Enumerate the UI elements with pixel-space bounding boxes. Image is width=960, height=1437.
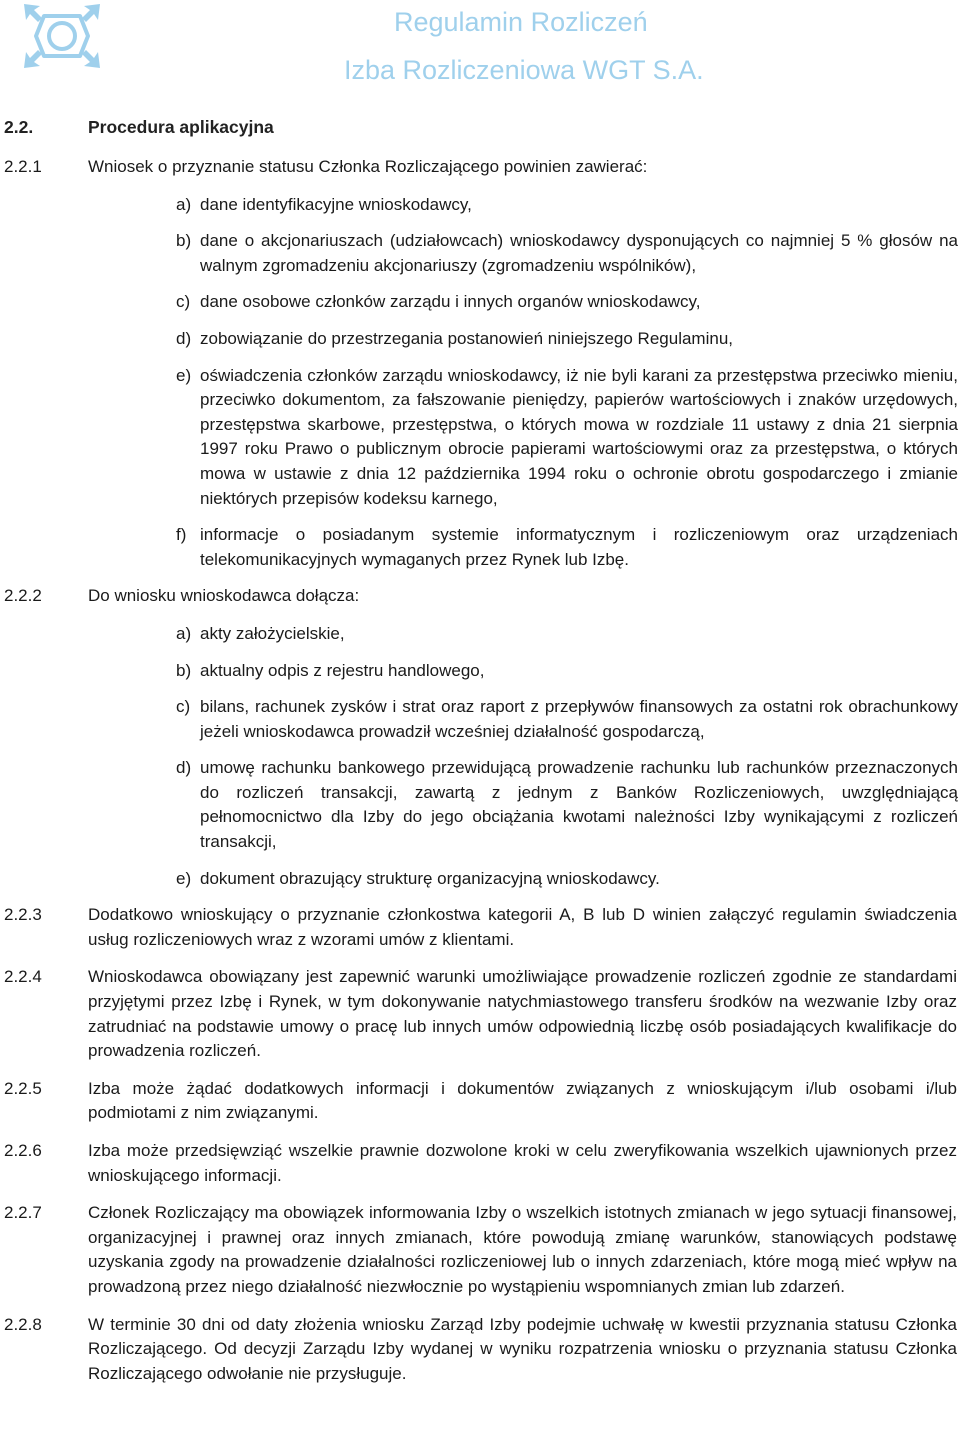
document-body (0, 115, 960, 1399)
list-2-2-2 (176, 622, 958, 891)
header-subtitle: Izba Rozliczeniowa WGT S.A. (344, 55, 704, 85)
paragraph-2-2-4 (0, 965, 960, 1063)
paragraph-text: Izba może przedsięwziąć wszelkie prawnie dozwolone kroki w celu zweryfikowania wszelkich ujawnionych przez wnioskującego informacji. (88, 1141, 957, 1185)
list-item-label: c) (176, 697, 191, 717)
list-item-text: dane identyfikacyjne wnioskodawcy, (200, 194, 472, 214)
list-item-label: b) (176, 660, 192, 680)
arrows-frame-logo-icon (22, 2, 102, 70)
list-item-text: zobowiązanie do przestrzegania postanowień niniejszego Regulaminu, (200, 328, 734, 348)
paragraph-number: 2.2.2 (4, 586, 42, 606)
paragraph-text: Członek Rozliczający ma obowiązek informowania Izby o wszelkich istotnych zmianach w jego sytuacji finansowej, organizacyjnej i prawnej oraz innych zmianach, które powodują zmianę warunków, stanowiących podstawę uzyskania zgody na prowadzenie działalności rozliczeniowej lub o innych zdarzeniach, które mogą mieć wpływ na prowadzoną przez niego działalność niezwłocznie po wystąpieniu wspomnianych zmian lub zdarzeń. (88, 1203, 957, 1296)
list-2-2-1 (176, 193, 958, 573)
list-item-text: dokument obrazujący strukturę organizacyjną wnioskodawcy. (200, 868, 660, 888)
paragraph-text: Wniosek o przyznanie statusu Członka Rozliczającego powinien zawierać: (88, 157, 648, 176)
paragraph-number: 2.2.7 (4, 1203, 42, 1223)
paragraph-text: W terminie 30 dni od daty złożenia wniosku Zarząd Izby podejmie uchwałę w kwestii przyznania statusu Członka Rozliczającego. Od decyzji Zarządu Izby wydanej w wyniku rozpatrzenia wniosku o przyznania statusu Członka Rozliczającego odwołanie nie przysługuje. (88, 1314, 957, 1383)
paragraph-number: 2.2.4 (4, 967, 42, 987)
paragraph-number: 2.2.8 (4, 1314, 42, 1334)
list-item-text: dane osobowe członków zarządu i innych organów wnioskodawcy, (200, 292, 701, 312)
paragraph-text: Dodatkowo wnioskujący o przyznanie członkostwa kategorii A, B lub D winien załączyć regulamin świadczenia usług rozliczeniowych wraz z wzorami umów z klientami. (88, 905, 957, 949)
paragraph-2-2-7 (0, 1201, 960, 1299)
paragraph-2-2-2 (0, 584, 960, 609)
list-item-label: b) (176, 231, 192, 251)
list-item (176, 622, 958, 647)
list-item-text: oświadczenia członków zarządu wnioskodawcy, iż nie byli karani za przestępstwa przeciwko mieniu, przeciwko dokumentom, za fałszowanie pieniędzy, papierów wartościowych i znaków urzędowych, przestępstwa skarbowe, przestępstwa, o których mowa w rozdziale 11 ustawy z dnia 21 sierpnia 1997 roku Prawo o publicznym obrocie papierami wartościowymi oraz za przestępstwa, o których mowa w ustawie z dnia 12 października 1994 roku o ochronie obrotu gospodarczego i zmianie niektórych przepisów kodeksu karnego, (200, 365, 958, 508)
list-item (176, 290, 958, 315)
list-item-text: bilans, rachunek zysków i strat oraz raport z przepływów finansowych za ostatni rok obrachunkowy jeżeli wnioskodawca prowadził wcześniej działalność gospodarczą, (200, 697, 958, 741)
section-heading (0, 115, 960, 139)
list-item (176, 659, 958, 684)
list-item-text: informacje o posiadanym systemie informatycznym i rozliczeniowym oraz urządzeniach telekomunikacyjnych wymaganych przez Rynek lub Izbę. (200, 525, 958, 569)
paragraph-text: Do wniosku wnioskodawca dołącza: (88, 586, 360, 606)
paragraph-2-2-1 (0, 155, 960, 180)
header-title: Regulamin Rozliczeń (394, 7, 648, 37)
list-item-label: a) (176, 623, 192, 643)
paragraph-number: 2.2.1 (4, 157, 42, 176)
paragraph-2-2-6 (0, 1139, 960, 1188)
list-item-label: f) (176, 525, 187, 545)
paragraph-number: 2.2.5 (4, 1078, 42, 1098)
list-item-text: dane o akcjonariuszach (udziałowcach) wnioskodawcy dysponujących co najmniej 5 % głosów na walnym zgromadzeniu akcjonariuszy (zgromadzeniu wspólników), (200, 231, 958, 275)
list-item-text: umowę rachunku bankowego przewidującą prowadzenie rachunku lub rachunków przeznaczonych do rozliczeń transakcji, zawartą z jednym z Banków Rozliczeniowych, uwzględniającą pełnomocnictwo dla Izby do jego obciążania kwotami należności Izby wynikającymi z rozliczeń transakcji, (200, 758, 958, 852)
list-item-text: akty założycielskie, (200, 623, 345, 643)
section-title: Procedura aplikacyjna (88, 117, 274, 137)
list-item-label: c) (176, 292, 191, 312)
section-number: 2.2. (4, 117, 34, 137)
list-item-label: e) (176, 365, 192, 385)
list-item-label: d) (176, 328, 192, 348)
list-item (176, 867, 958, 892)
list-item (176, 364, 958, 512)
paragraph-2-2-3 (0, 903, 960, 952)
list-item (176, 523, 958, 572)
list-item (176, 193, 958, 218)
list-item-label: e) (176, 868, 192, 888)
paragraph-2-2-5 (0, 1077, 960, 1126)
paragraph-text: Wnioskodawca obowiązany jest zapewnić warunki umożliwiające prowadzenie rozliczeń zgodnie ze standardami przyjętymi przez Izbę i Rynek, w tym dokonywanie natychmiastowego transferu środków na wezwanie Izby oraz zatrudniać na podstawie umowy o pracę lub innych umów odpowiednią liczbę osób posiadających kwalifikacje do prowadzenia rozliczeń. (88, 967, 957, 1061)
page-header (0, 0, 960, 100)
list-item (176, 327, 958, 352)
list-item-label: a) (176, 194, 192, 214)
list-item-label: d) (176, 758, 192, 778)
paragraph-number: 2.2.6 (4, 1141, 42, 1160)
paragraph-text: Izba może żądać dodatkowych informacji i dokumentów związanych z wnioskującym i/lub osobami i/lub podmiotami z nim związanymi. (88, 1078, 957, 1123)
list-item-text: aktualny odpis z rejestru handlowego, (200, 660, 485, 680)
paragraph-2-2-8 (0, 1313, 960, 1387)
list-item (176, 695, 958, 744)
paragraph-number: 2.2.3 (4, 905, 42, 925)
list-item (176, 756, 958, 854)
list-item (176, 229, 958, 278)
